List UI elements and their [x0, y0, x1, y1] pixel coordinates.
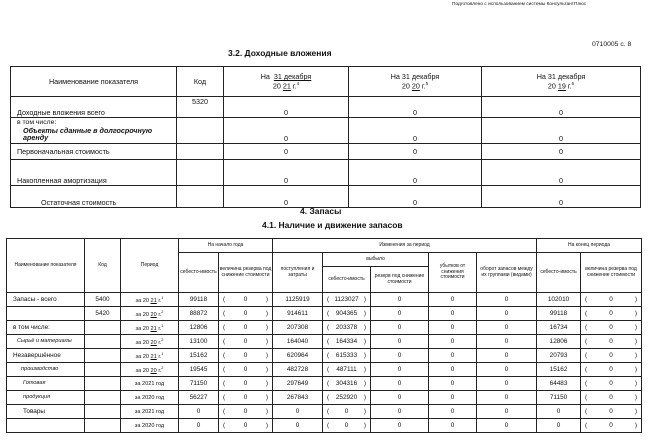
row-code — [85, 405, 121, 419]
row-code: 5400 — [85, 293, 121, 307]
row-period: за 20 21 г.$^1$ — [121, 349, 179, 363]
table-row: Готовая за 2021 год 71150 ( 0 ) 297649 ( 304316 ) 0 0 0 64483 ( 0 ) — [7, 377, 642, 391]
row-period: за 2021 год — [121, 405, 179, 419]
table-row: в том числе: за 20 21 г.$^1$ 12806 ( 0 ) 207308 ( 203378 ) 0 0 0 16734 ( 0 ) — [7, 321, 642, 335]
row-name: в том числе: — [7, 321, 85, 335]
row-code — [85, 321, 121, 335]
row-period: за 20 20 г.$^2$ — [121, 363, 179, 377]
section-4-title: 4. Запасы — [300, 206, 342, 216]
row-period: за 20 21 г.$^1$ — [121, 321, 179, 335]
section-3-2-title: 3.2. Доходные вложения — [228, 48, 332, 58]
table-row: за 2020 год 0 ( 0 ) 0 ( 0 ) 0 0 0 0 ( 0 ) — [7, 419, 642, 433]
row-code — [85, 335, 121, 349]
row-code — [85, 349, 121, 363]
header-end: На конец периода — [537, 239, 642, 253]
table-row: Незавершённое за 20 21 г.$^1$ 15162 ( 0 ) 620964 ( 615333 ) 0 0 0 20793 ( 0 ) — [7, 349, 642, 363]
row-name: Запасы - всего — [7, 293, 85, 307]
table-row: Запасы - всего 5400 за 20 21 г.$^1$ 99118 ( 0 ) 1125919 ( 1123027 ) 0 0 0 102010 ( 0 ) — [7, 293, 642, 307]
table-row: Товары за 2021 год 0 ( 0 ) 0 ( 0 ) 0 0 0 0 ( 0 ) — [7, 405, 642, 419]
row-period: за 2021 год — [121, 377, 179, 391]
row-name: Готовая — [7, 377, 85, 391]
top-note: Подготовлено с использованием системы КонсультантПлюс — [452, 2, 587, 7]
header-start: На начало года — [179, 239, 273, 253]
table-row: производство за 20 20 г.$^2$ 19545 ( 0 ) 482728 ( 487111 ) 0 0 0 15162 ( 0 ) — [7, 363, 642, 377]
table-row: Остаточная стоимость 0 0 0 — [11, 186, 641, 208]
row-code — [85, 363, 121, 377]
row-name: Сырьё и материалы — [7, 335, 85, 349]
row-code — [85, 419, 121, 433]
income-investments-table — [10, 66, 641, 208]
row-code: 5420 — [85, 307, 121, 321]
row-name — [7, 419, 85, 433]
row-name: Товары — [7, 405, 85, 419]
row-code — [85, 391, 121, 405]
row-period: за 20 20 г.$^2$ — [121, 335, 179, 349]
header-period-2: На 31 декабря 20 20 г.$^5$ — [349, 67, 482, 97]
table-row: продукция за 2020 год 56227 ( 0 ) 267843 ( 252920 ) 0 0 0 71150 ( 0 ) — [7, 391, 642, 405]
section-4-1-title: 4.1. Наличие и движение запасов — [262, 220, 403, 230]
table-row: Сырьё и материалы за 20 20 г.$^2$ 13100 ( 0 ) 164040 ( 164334 ) 0 0 0 12806 ( 0 ) — [7, 335, 642, 349]
row-code — [85, 377, 121, 391]
row-name: Незавершённое — [7, 349, 85, 363]
header-period-3: На 31 декабря 20 19 г.$^6$ — [482, 67, 641, 97]
table-row: Накопленная амортизация 0 0 0 — [11, 160, 641, 186]
header-changes: Изменения за период — [273, 239, 537, 253]
table-row: Доходные вложения всего 5320 0 0 0 — [11, 97, 641, 118]
header-name: Наименование показателя — [11, 67, 177, 97]
row-period: за 20 20 г.$^2$ — [121, 307, 179, 321]
row-name — [7, 307, 85, 321]
header-period: Период — [121, 239, 179, 293]
row-period: за 20 21 г.$^1$ — [121, 293, 179, 307]
table-row: 5420 за 20 20 г.$^2$ 88872 ( 0 ) 914611 ( 904365 ) 0 0 0 99118 ( 0 ) — [7, 307, 642, 321]
header-period-1: На 31 декабря 20 21 г.$^4$ — [224, 67, 349, 97]
row-period: за 2020 год — [121, 419, 179, 433]
row-name: продукция — [7, 391, 85, 405]
row-name: производство — [7, 363, 85, 377]
header-name: Наименование показателя — [7, 239, 85, 293]
inventory-table: Наименование показателя Код Период На начало года Изменения за период На конец периода себесто-имость величина резерва под снижение стоимости поступления и затраты выбыло убытков от снижения стоимости оборот запасов между их группами (видами) себесто-имость величина резерва под снижение стоимости себесто-имость резерв под снижение стоимости Запасы - всего 5400 за 20 21 г.$^1$ 99118 ( 0 ) 1125919 ( 1123027 ) 0 0 0 102010 ( 0 ) 5420 за 20 20 г.$^2$ 88872 ( 0 ) 914611 ( 904365 ) 0 0 0 99118 ( 0 ) в том числе: за 20 21 г.$^1$ 12806 ( 0 ) 207308 ( 203378 ) 0 0 0 16734 ( 0 ) Сырьё и материалы за 20 20 г.$^2$ 13100 ( 0 ) 164040 ( 164334 ) 0 0 0 12806 ( 0 ) Незавершённое за 20 21 г.$^1$ 15162 ( 0 ) 620964 ( 615333 ) 0 0 0 20793 ( 0 ) производство за 20 20 г.$^2$ 19545 ( 0 ) 482728 ( 487111 ) 0 0 0 15162 ( 0 ) Готовая за 2021 год 71150 ( 0 ) 297649 ( 304316 ) 0 0 0 64483 ( 0 ) продукция за 2020 год 56227 ( 0 ) 267843 ( 252920 ) 0 0 0 71150 ( 0 ) Товары за 2021 год 0 ( 0 ) 0 ( 0 ) 0 0 0 0 ( 0 ) за 2020 год 0 ( 0 ) 0 ( 0 ) 0 0 0 0 ( 0 ) — [6, 238, 642, 433]
table-row: Первоначальная стоимость 0 0 0 — [11, 144, 641, 160]
form-code: 0710005 с. 8 — [592, 41, 632, 48]
header-code: Код — [177, 67, 224, 97]
row-period: за 2020 год — [121, 391, 179, 405]
header-code: Код — [85, 239, 121, 293]
table-row: в том числе: Объекты сданные в долгосрочную аренду 0 0 0 — [11, 118, 641, 144]
